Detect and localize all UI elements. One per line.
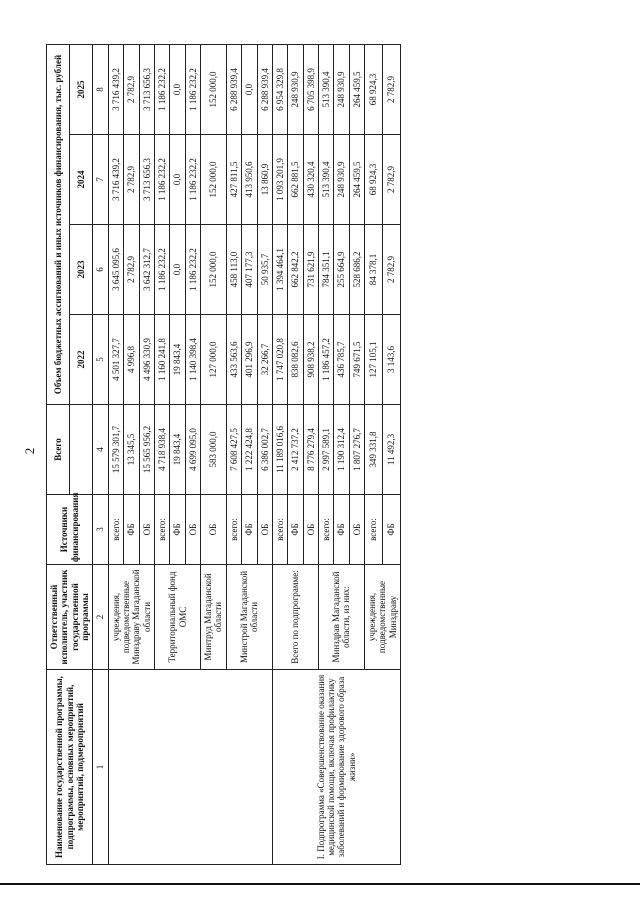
source-cell: всего: bbox=[272, 495, 287, 565]
col-index: 2 bbox=[93, 565, 108, 670]
column-index-row bbox=[93, 44, 108, 864]
year-value-cell: 838 082,6 bbox=[288, 315, 303, 405]
year-value-cell: 662 881,5 bbox=[288, 135, 303, 225]
header-name: Наименование государственной программы, подпрограммы, основных мероприятий, мероприятий, подмероприятий bbox=[47, 670, 93, 865]
year-value-cell: 248 930,9 bbox=[334, 44, 349, 134]
year-value-cell: 2 782,9 bbox=[382, 135, 400, 225]
rotated-table-container bbox=[46, 45, 606, 865]
year-value-cell: 50 935,7 bbox=[257, 225, 272, 315]
col-index: 4 bbox=[93, 405, 108, 495]
source-cell: всего: bbox=[364, 495, 382, 565]
source-cell: ФБ bbox=[170, 495, 185, 565]
table-row bbox=[272, 44, 287, 864]
bottom-rule bbox=[0, 883, 640, 885]
source-cell: ОБ bbox=[349, 495, 364, 565]
year-value-cell: 3 716 439,2 bbox=[108, 44, 123, 134]
year-value-cell: 3 716 439,2 bbox=[108, 135, 123, 225]
header-year: 2024 bbox=[70, 135, 93, 225]
financing-table bbox=[46, 44, 401, 865]
year-value-cell: 3 642 312,7 bbox=[139, 225, 154, 315]
total-value-cell: 15 579 301,7 bbox=[108, 405, 123, 495]
year-value-cell: 6 954 329,8 bbox=[272, 44, 287, 134]
source-cell: ОБ bbox=[201, 495, 227, 565]
total-value-cell: 2 412 737,2 bbox=[288, 405, 303, 495]
year-value-cell: 1 186 232,2 bbox=[155, 135, 170, 225]
year-value-cell: 0,0 bbox=[170, 135, 185, 225]
header-executor: Ответственный исполнитель, участник государственной программы bbox=[47, 565, 93, 670]
executor-cell: Территориальный фонд ОМС bbox=[155, 565, 201, 670]
source-cell: ФБ bbox=[288, 495, 303, 565]
total-value-cell: 349 331,8 bbox=[364, 405, 382, 495]
year-value-cell: 528 686,2 bbox=[349, 225, 364, 315]
page-number-wrap bbox=[20, 443, 40, 463]
source-cell: всего: bbox=[155, 495, 170, 565]
total-value-cell: 15 565 956,2 bbox=[139, 405, 154, 495]
year-value-cell: 458 113,0 bbox=[226, 225, 241, 315]
year-value-cell: 127 000,0 bbox=[201, 315, 227, 405]
year-value-cell: 1 186 232,2 bbox=[185, 225, 200, 315]
year-value-cell: 513 390,4 bbox=[318, 44, 333, 134]
year-value-cell: 401 296,9 bbox=[242, 315, 257, 405]
source-cell: ФБ bbox=[242, 495, 257, 565]
total-value-cell: 13 345,5 bbox=[124, 405, 139, 495]
year-value-cell: 430 320,4 bbox=[303, 135, 318, 225]
total-value-cell: 11 189 016,6 bbox=[272, 405, 287, 495]
year-value-cell: 413 950,6 bbox=[242, 135, 257, 225]
year-value-cell: 264 459,5 bbox=[349, 44, 364, 134]
year-value-cell: 68 924,3 bbox=[364, 135, 382, 225]
year-value-cell: 731 621,9 bbox=[303, 225, 318, 315]
year-value-cell: 433 563,6 bbox=[226, 315, 241, 405]
executor-cell: Всего по подпрограмме: bbox=[272, 565, 318, 670]
col-index: 3 bbox=[93, 495, 108, 565]
year-value-cell: 1 186 232,2 bbox=[155, 225, 170, 315]
year-value-cell: 513 390,4 bbox=[318, 135, 333, 225]
page-number: 2 bbox=[22, 447, 37, 455]
executor-cell: Минстрой Магаданской области bbox=[226, 565, 272, 670]
year-value-cell: 6 705 398,9 bbox=[303, 44, 318, 134]
total-value-cell: 583 000,0 bbox=[201, 405, 227, 495]
total-value-cell: 7 608 427,5 bbox=[226, 405, 241, 495]
source-cell: всего: bbox=[108, 495, 123, 565]
year-value-cell: 0,0 bbox=[242, 44, 257, 134]
year-value-cell: 248 930,9 bbox=[334, 135, 349, 225]
source-cell: ФБ bbox=[334, 495, 349, 565]
year-value-cell: 152 000,0 bbox=[201, 135, 227, 225]
year-value-cell: 6 288 939,4 bbox=[257, 44, 272, 134]
year-value-cell: 1 140 398,4 bbox=[185, 315, 200, 405]
source-cell: ОБ bbox=[139, 495, 154, 565]
year-value-cell: 84 378,1 bbox=[364, 225, 382, 315]
total-value-cell: 4 699 095,0 bbox=[185, 405, 200, 495]
col-index: 1 bbox=[93, 670, 108, 865]
program-name-cell: I. Подпрограмма «Совершенствование оказания медицинской помощи, включая профилактику заболеваний и формирование здорового образа жизни» bbox=[272, 670, 400, 865]
year-value-cell: 662 842,2 bbox=[288, 225, 303, 315]
source-cell: всего: bbox=[318, 495, 333, 565]
year-value-cell: 4 501 327,7 bbox=[108, 315, 123, 405]
year-value-cell: 255 664,9 bbox=[334, 225, 349, 315]
year-value-cell: 13 860,9 bbox=[257, 135, 272, 225]
source-cell: ФБ bbox=[382, 495, 400, 565]
year-value-cell: 1 747 020,8 bbox=[272, 315, 287, 405]
year-value-cell: 436 785,7 bbox=[334, 315, 349, 405]
col-index: 8 bbox=[93, 44, 108, 134]
year-value-cell: 6 288 939,4 bbox=[226, 44, 241, 134]
year-value-cell: 1 186 232,2 bbox=[185, 44, 200, 134]
total-value-cell: 1 222 424,8 bbox=[242, 405, 257, 495]
year-value-cell: 784 351,1 bbox=[318, 225, 333, 315]
total-value-cell: 4 718 938,4 bbox=[155, 405, 170, 495]
col-index: 6 bbox=[93, 225, 108, 315]
year-value-cell: 127 105,1 bbox=[364, 315, 382, 405]
header-year: 2025 bbox=[70, 44, 93, 134]
table-row bbox=[108, 44, 123, 864]
year-value-cell: 908 938,2 bbox=[303, 315, 318, 405]
year-value-cell: 1 186 457,2 bbox=[318, 315, 333, 405]
total-value-cell: 1 190 312,4 bbox=[334, 405, 349, 495]
year-value-cell: 4 496 330,9 bbox=[139, 315, 154, 405]
source-cell: ФБ bbox=[124, 495, 139, 565]
header-source: Источники финансирования bbox=[47, 495, 93, 565]
col-index: 7 bbox=[93, 135, 108, 225]
year-value-cell: 3 645 095,6 bbox=[108, 225, 123, 315]
year-value-cell: 0,0 bbox=[170, 225, 185, 315]
year-value-cell: 19 843,4 bbox=[170, 315, 185, 405]
year-value-cell: 68 924,3 bbox=[364, 44, 382, 134]
year-value-cell: 2 782,9 bbox=[124, 44, 139, 134]
year-value-cell: 152 000,0 bbox=[201, 225, 227, 315]
source-cell: всего: bbox=[226, 495, 241, 565]
year-value-cell: 407 177,3 bbox=[242, 225, 257, 315]
executor-cell: учреждения, подведомственные Минздраву Магаданской области bbox=[108, 565, 154, 670]
year-value-cell: 3 713 656,3 bbox=[139, 44, 154, 134]
year-value-cell: 1 394 464,1 bbox=[272, 225, 287, 315]
year-value-cell: 264 459,5 bbox=[349, 135, 364, 225]
header-volume: Объем бюджетных ассигнований и иных источников финансирования, тыс. рублей bbox=[47, 44, 70, 404]
header-total-spacer bbox=[70, 405, 93, 495]
year-value-cell: 248 930,9 bbox=[288, 44, 303, 134]
year-value-cell: 2 782,9 bbox=[382, 225, 400, 315]
total-value-cell: 6 386 002,7 bbox=[257, 405, 272, 495]
source-cell: ОБ bbox=[185, 495, 200, 565]
year-value-cell: 2 782,9 bbox=[124, 225, 139, 315]
total-value-cell: 19 843,4 bbox=[170, 405, 185, 495]
year-value-cell: 2 782,9 bbox=[382, 44, 400, 134]
header-row-1 bbox=[47, 44, 70, 864]
year-value-cell: 0,0 bbox=[170, 44, 185, 134]
year-value-cell: 1 186 232,2 bbox=[155, 44, 170, 134]
header-year: 2022 bbox=[70, 315, 93, 405]
year-value-cell: 32 266,7 bbox=[257, 315, 272, 405]
total-value-cell: 1 807 276,7 bbox=[349, 405, 364, 495]
table-body bbox=[108, 44, 400, 864]
year-value-cell: 1 160 241,8 bbox=[155, 315, 170, 405]
header-year: 2023 bbox=[70, 225, 93, 315]
year-value-cell: 2 782,9 bbox=[124, 135, 139, 225]
year-value-cell: 1 093 201,9 bbox=[272, 135, 287, 225]
source-cell: ОБ bbox=[303, 495, 318, 565]
total-value-cell: 8 776 279,4 bbox=[303, 405, 318, 495]
executor-cell: Минздрав Магаданской области, из них: bbox=[318, 565, 364, 670]
year-value-cell: 3 143,6 bbox=[382, 315, 400, 405]
source-cell: ОБ bbox=[257, 495, 272, 565]
executor-cell: учреждения, подведомственные Минздраву bbox=[364, 565, 400, 670]
year-value-cell: 1 186 232,2 bbox=[185, 135, 200, 225]
year-value-cell: 427 811,5 bbox=[226, 135, 241, 225]
year-value-cell: 749 671,5 bbox=[349, 315, 364, 405]
year-value-cell: 4 996,8 bbox=[124, 315, 139, 405]
col-index: 5 bbox=[93, 315, 108, 405]
header-total: Всего bbox=[47, 405, 70, 495]
year-value-cell: 152 000,0 bbox=[201, 44, 227, 134]
program-name-cell bbox=[108, 670, 272, 865]
total-value-cell: 2 997 589,1 bbox=[318, 405, 333, 495]
total-value-cell: 11 492,3 bbox=[382, 405, 400, 495]
executor-cell: Минтруд Магаданской области bbox=[201, 565, 227, 670]
year-value-cell: 3 713 656,3 bbox=[139, 135, 154, 225]
